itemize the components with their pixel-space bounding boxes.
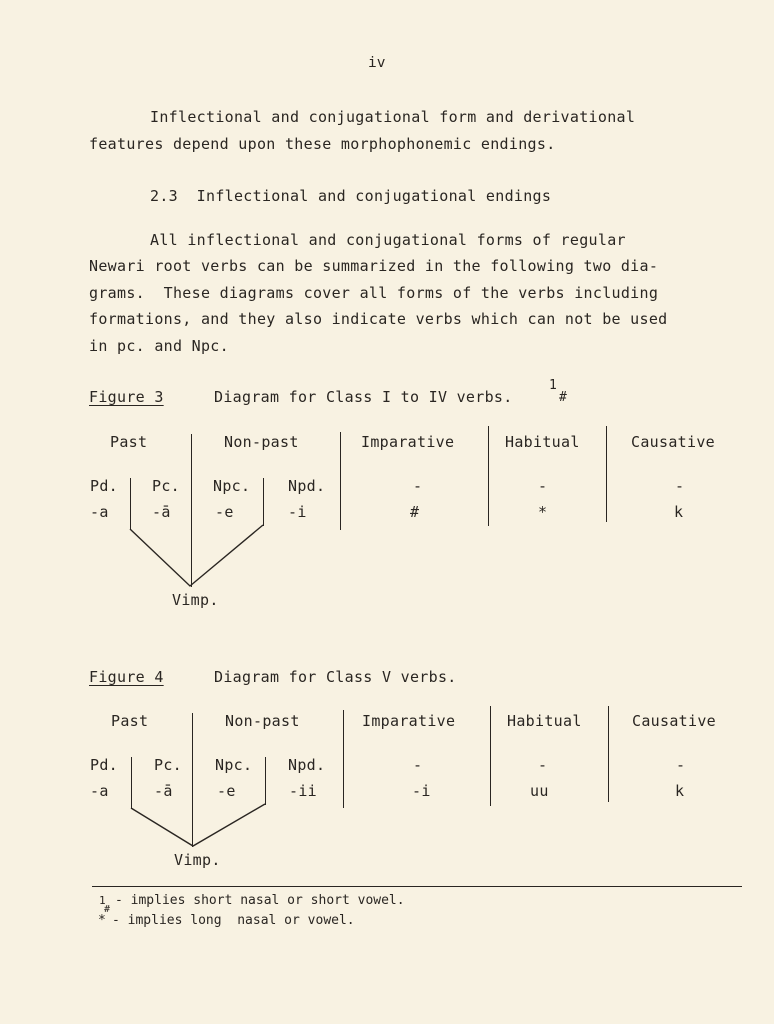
fig3-npc: Npc. [213, 477, 251, 495]
fig3-caus-dash: - [675, 477, 685, 495]
fig4-hab-uu: uu [530, 782, 549, 800]
fig3-header-habitual: Habitual [505, 433, 580, 451]
fig4-header-causative: Causative [632, 712, 716, 730]
fig4-header-nonpast: Non-past [225, 712, 300, 730]
fig3-pc: Pc. [152, 477, 180, 495]
fig3-imp-dash: - [413, 477, 423, 495]
footnote-2-text: - implies long nasal or vowel. [112, 913, 355, 928]
paragraph-1-line-2: features depend upon these morphophonemic endings. [89, 135, 556, 153]
fig4-header-habitual: Habitual [507, 712, 582, 730]
footnote-1-sub: # [104, 904, 111, 915]
paragraph-2-line-3: grams. These diagrams cover all forms of the verbs including [89, 284, 659, 302]
fig3-npd: Npd. [288, 477, 326, 495]
footnote-2-mark: * [98, 913, 106, 928]
footnote-1-text: - implies short nasal or short vowel. [115, 893, 405, 908]
fig4-ending-a: -a [90, 782, 109, 800]
fig4-imp-i: -i [412, 782, 431, 800]
fig3-imp-mark: # [410, 503, 420, 521]
fig3-ending-a: -a [90, 503, 109, 521]
fig3-header-nonpast: Non-past [224, 433, 299, 451]
fig3-pd: Pd. [90, 477, 118, 495]
fig3-hab-dash: - [538, 477, 548, 495]
figure-4-caption: Diagram for Class V verbs. [214, 668, 457, 686]
fig4-npc: Npc. [215, 756, 253, 774]
fig4-imp-dash: - [413, 756, 423, 774]
page-number: iv [368, 55, 386, 71]
fig4-hab-dash: - [538, 756, 548, 774]
fig3-ending-e: -e [215, 503, 234, 521]
figure-3-footnote-mark: 1 [549, 378, 557, 393]
fig4-ending-aa: -ā [154, 782, 173, 800]
fig4-header-past: Past [111, 712, 149, 730]
fig4-ending-e: -e [217, 782, 236, 800]
footnote-rule [92, 886, 742, 887]
fig4-pd: Pd. [90, 756, 118, 774]
footnote-1-mark: 1 [99, 894, 106, 907]
fig4-caus-k: k [675, 782, 685, 800]
fig4-ending-ii: -ii [289, 782, 317, 800]
figure-3-caption: Diagram for Class I to IV verbs. [214, 388, 513, 406]
fig4-header-imperative: Imparative [362, 712, 456, 730]
figure-3-footnote-mark-2: # [559, 390, 567, 405]
figure-3-label: Figure 3 [89, 388, 164, 406]
paragraph-2-line-4: formations, and they also indicate verbs which can not be used [89, 310, 668, 328]
fig4-caus-dash: - [676, 756, 686, 774]
paragraph-2-line-1: All inflectional and conjugational forms of regular [150, 231, 626, 249]
fig3-header-imperative: Imparative [361, 433, 455, 451]
fig3-vimp: Vimp. [172, 591, 219, 609]
fig3-header-past: Past [110, 433, 148, 451]
fig3-ending-i: -i [288, 503, 307, 521]
fig4-pc: Pc. [154, 756, 182, 774]
paragraph-2-line-2: Newari root verbs can be summarized in the following two dia- [89, 257, 659, 275]
paragraph-2-line-5: in pc. and Npc. [89, 337, 229, 355]
section-heading: 2.3 Inflectional and conjugational endings [150, 187, 552, 205]
fig4-npd: Npd. [288, 756, 326, 774]
fig3-caus-k: k [674, 503, 684, 521]
fig3-ending-aa: -ā [152, 503, 171, 521]
fig3-hab-mark: * [538, 503, 548, 521]
figure-4-label: Figure 4 [89, 668, 164, 686]
paragraph-1-line-1: Inflectional and conjugational form and derivational [150, 108, 636, 126]
fig3-header-causative: Causative [631, 433, 715, 451]
fig4-vimp: Vimp. [174, 851, 221, 869]
